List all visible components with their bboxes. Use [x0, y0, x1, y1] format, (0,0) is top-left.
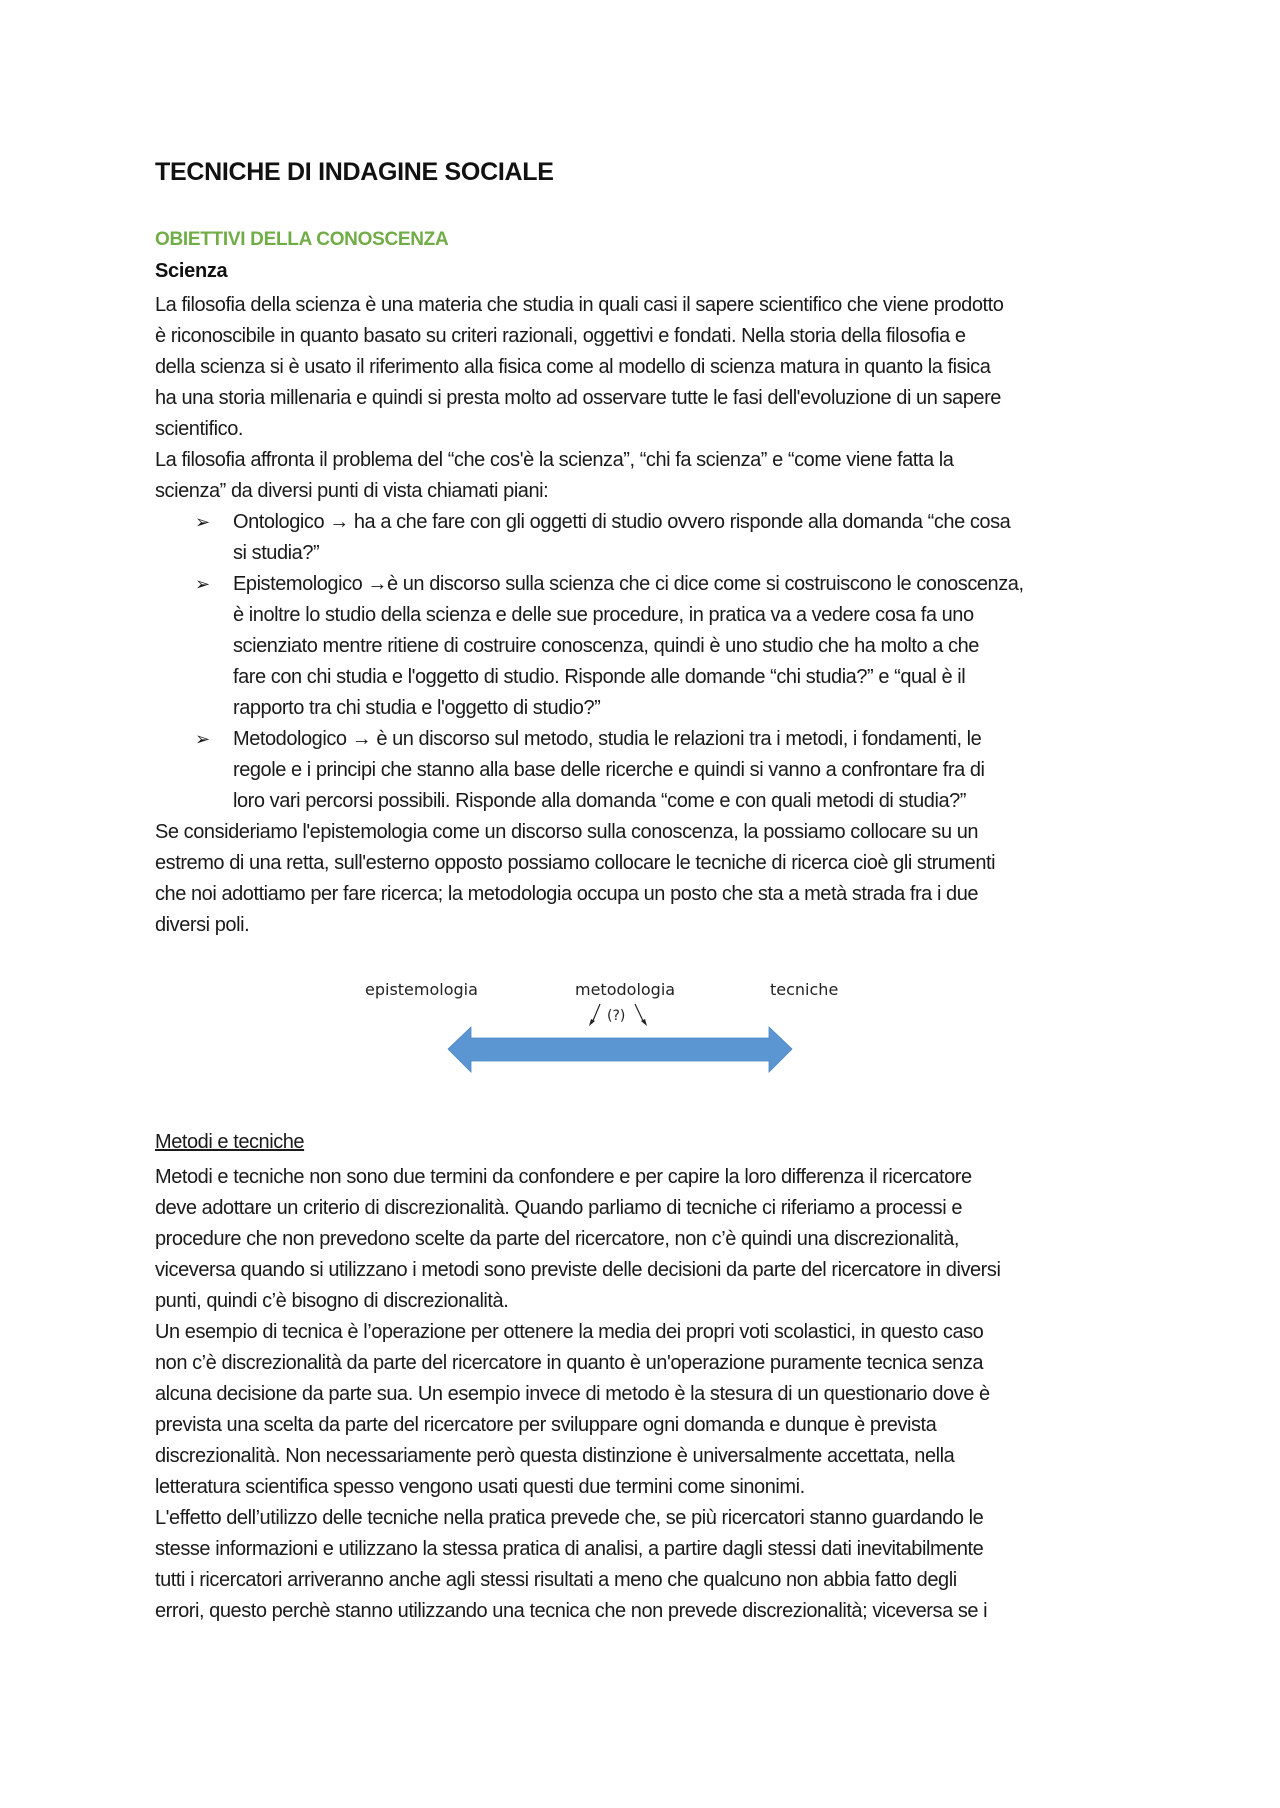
section-heading: OBIETTIVI DELLA CONOSCENZA [155, 229, 449, 250]
section-heading-metodi-tecniche: Metodi e tecniche [155, 1131, 305, 1153]
paragraph-line: La filosofia della scienza è una materia che studia in quali casi il sapere scientifico che viene prodotto [155, 294, 1004, 316]
diagram-label-tecniche: tecniche [770, 980, 839, 999]
paragraph-line: della scienza si è usato il riferimento alla fisica come al modello di scienza matura in quanto la fisica [155, 356, 991, 378]
paragraph-line: stesse informazioni e utilizzano la stessa pratica di analisi, a partire dagli stessi dati inevitabilmente [155, 1538, 984, 1560]
list-line: è inoltre lo studio della scienza e delle sue procedure, in pratica va a vedere cosa fa uno [233, 604, 974, 626]
paragraph-line: scientifico. [155, 418, 243, 440]
paragraph-line: procedure che non prevedono scelte da parte del ricercatore, non c’è quindi una discrezionalità, [155, 1228, 959, 1250]
paragraph-line: prevista una scelta da parte del ricercatore per sviluppare ogni domanda e dunque è prevista [155, 1414, 937, 1436]
document-title: TECNICHE DI INDAGINE SOCIALE [155, 158, 554, 186]
double-arrow-icon [155, 0, 1145, 1100]
paragraph-line: Metodi e tecniche non sono due termini da confondere e per capire la loro differenza il ricercatore [155, 1166, 972, 1188]
paragraph-line: scienza” da diversi punti di vista chiamati piani: [155, 480, 549, 502]
paragraph-line: tutti i ricercatori arriveranno anche agli stessi risultati a meno che qualcuno non abbia fatto degli [155, 1569, 957, 1591]
list-line: Metodologico → è un discorso sul metodo, studia le relazioni tra i metodi, i fondamenti, le [233, 728, 982, 750]
list-line: si studia?” [233, 542, 320, 564]
paragraph-line: alcuna decisione da parte sua. Un esempio invece di metodo è la stesura di un questionario dove è [155, 1383, 990, 1405]
list-line: regole e i principi che stanno alla base delle ricerche e quindi si vanno a confrontare fra di [233, 759, 985, 781]
paragraph-line: discrezionalità. Non necessariamente però questa distinzione è universalmente accettata, nella [155, 1445, 955, 1467]
arrow-bullet-icon: ➢ [195, 574, 210, 594]
diagram-label-epistemologia: epistemologia [365, 980, 478, 999]
paragraph-line: L'effetto dell’utilizzo delle tecniche nella pratica prevede che, se più ricercatori stanno guardando le [155, 1507, 984, 1529]
metodi-tecniche-body [155, 1162, 1145, 1627]
paragraph-line: che noi adottiamo per fare ricerca; la metodologia occupa un posto che sta a metà strada fra i due [155, 883, 979, 905]
paragraph-line: è riconoscibile in quanto basato su criteri razionali, oggettivi e fondati. Nella storia della filosofia e [155, 325, 966, 347]
list-line: scienziato mentre ritiene di costruire conoscenza, quindi è uno studio che ha molto a che [233, 635, 979, 657]
paragraph-line: diversi poli. [155, 914, 250, 936]
paragraph-line: deve adottare un criterio di discrezionalità. Quando parliamo di tecniche ci riferiamo a processi e [155, 1197, 962, 1219]
paragraph-line: non c’è discrezionalità da parte del ricercatore in quanto è un'operazione puramente tecnica senza [155, 1352, 984, 1374]
paragraph-line: La filosofia affronta il problema del “che cos'è la scienza”, “chi fa scienza” e “come viene fatta la [155, 449, 954, 471]
paragraph-line: Se consideriamo l'epistemologia come un discorso sulla conoscenza, la possiamo collocare su un [155, 821, 979, 843]
paragraph-line: letteratura scientifica spesso vengono usati questi due termini come sinonimi. [155, 1476, 805, 1498]
list-line: rapporto tra chi studia e l'oggetto di studio?” [233, 697, 601, 719]
subheading-scienza: Scienza [155, 260, 228, 282]
list-line: Ontologico → ha a che fare con gli oggetti di studio ovvero risponde alla domanda “che cosa [233, 511, 1011, 533]
paragraph-line: viceversa quando si utilizzano i metodi sono previste delle decisioni da parte del ricercatore in diversi [155, 1259, 1001, 1281]
list-line: fare con chi studia e l'oggetto di studio. Risponde alle domande “chi studia?” e “qual è il [233, 666, 966, 688]
paragraph-line: estremo di una retta, sull'esterno opposto possiamo collocare le tecniche di ricerca cioè gli strumenti [155, 852, 996, 874]
diagram-label-metodologia: metodologia [575, 980, 676, 999]
list-line: loro vari percorsi possibili. Risponde alla domanda “come e con quali metodi di studia?” [233, 790, 967, 812]
paragraph-line: Un esempio di tecnica è l’operazione per ottenere la media dei propri voti scolastici, in questo caso [155, 1321, 984, 1343]
arrow-bullet-icon: ➢ [195, 729, 210, 749]
paragraph-line: errori, questo perchè stanno utilizzando una tecnica che non prevede discrezionalità; viceversa se i [155, 1600, 988, 1622]
list-line: Epistemologico →è un discorso sulla scienza che ci dice come si costruiscono le conoscenza, [233, 573, 1024, 595]
arrow-bullet-icon: ➢ [195, 512, 210, 532]
paragraph-line: ha una storia millenaria e quindi si presta molto ad osservare tutte le fasi dell'evoluzione di un sapere [155, 387, 1001, 409]
diagram-question-label: (?) [607, 1008, 626, 1024]
paragraph-line: punti, quindi c’è bisogno di discrezionalità. [155, 1290, 509, 1312]
